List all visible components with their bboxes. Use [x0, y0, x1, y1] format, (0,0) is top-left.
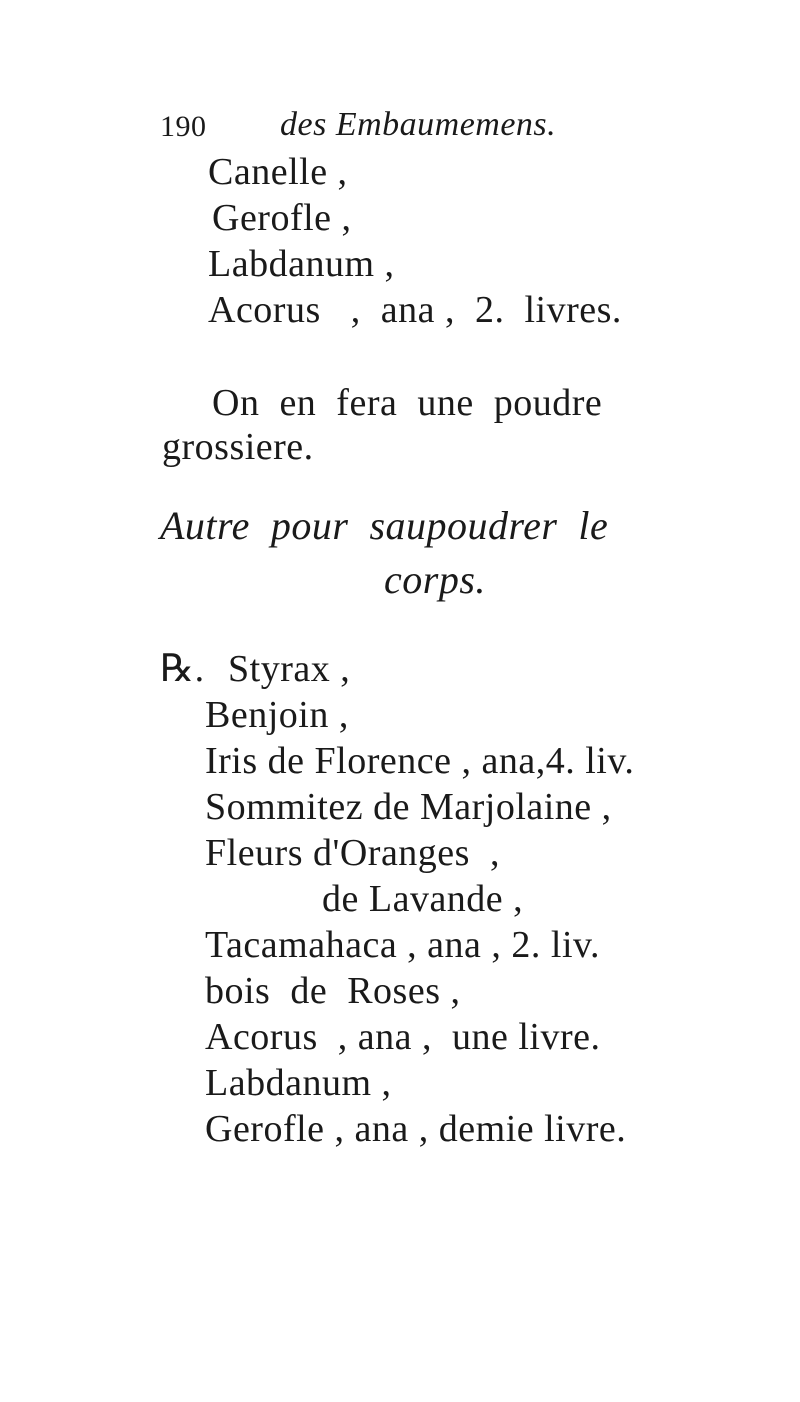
ingredient-line: Gerofle , ana , demie livre. [205, 1108, 627, 1150]
section-heading: corps. [384, 557, 486, 602]
ingredient-line: Gerofle , [212, 197, 352, 239]
section-heading: Autre pour saupoudrer le [160, 503, 609, 548]
ingredient-line: Acorus , ana , 2. livres. [208, 289, 622, 331]
instruction-line: grossiere. [162, 426, 314, 468]
ingredient-line: Styrax , [228, 648, 351, 690]
ingredient-line: Sommitez de Marjolaine , [205, 786, 612, 828]
instruction-line: On en fera une poudre [212, 382, 603, 424]
ingredient-line: Acorus , ana , une livre. [205, 1016, 601, 1058]
ingredient-line: Fleurs d'Oranges , [205, 832, 500, 874]
ingredient-line: Iris de Florence , ana,4. liv. [205, 740, 635, 782]
ingredient-line: Benjoin , [205, 694, 349, 736]
ingredient-line: Tacamahaca , ana , 2. liv. [205, 924, 601, 966]
ingredient-line: Labdanum , [205, 1062, 392, 1104]
ingredient-line: de Lavande , [322, 878, 524, 920]
page-number: 190 [160, 110, 207, 143]
recipe-symbol: ℞. [160, 648, 205, 690]
ingredient-line: bois de Roses , [205, 970, 461, 1012]
ingredient-line: Labdanum , [208, 243, 395, 285]
running-title: des Embaumemens. [280, 106, 557, 143]
ingredient-line: Canelle , [208, 151, 348, 193]
